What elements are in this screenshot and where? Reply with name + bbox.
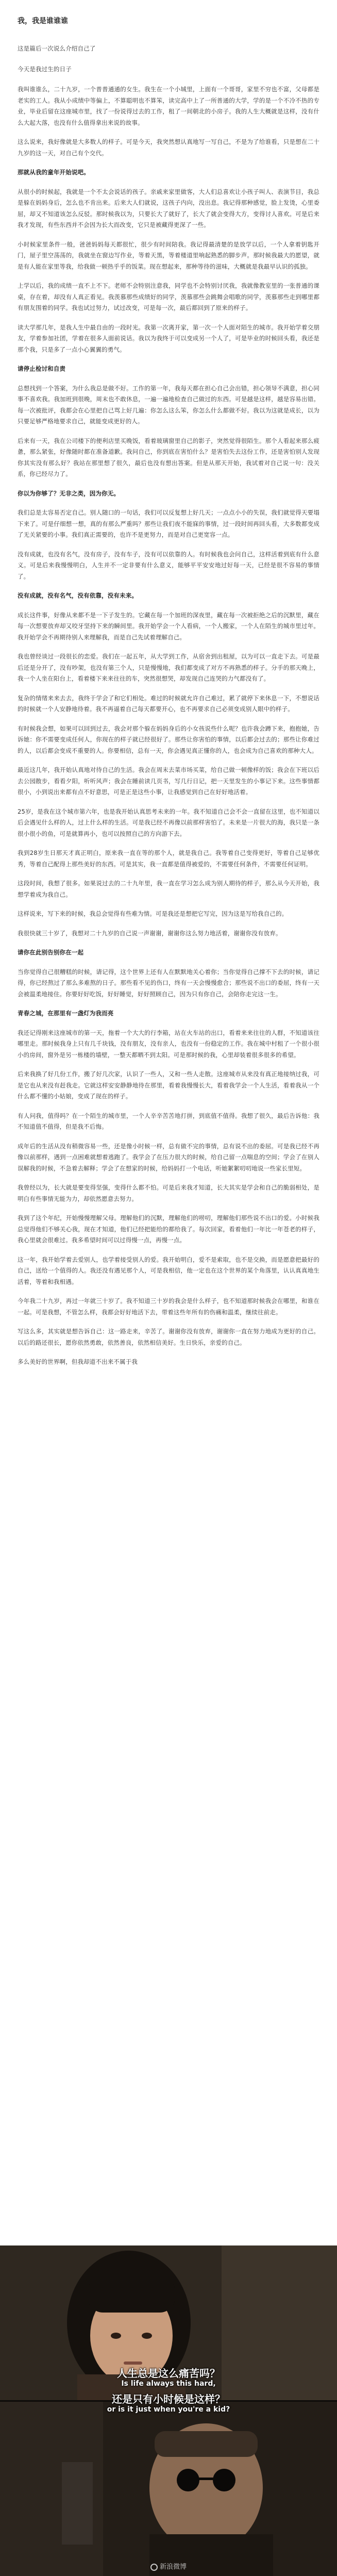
section-heading: 你以为你够了？无非之类，因为你无。 [18, 489, 120, 497]
paragraph: 有时候我会想，如果可以回到过去，我会对那个躲在妈妈身后的小女孩说些什么呢？也许我会蹲下来，抱抱她，告诉她：你不需要变成任何人，你现在的样子就已经很好了。那些让你害怕的事情，以后都会过去的；那些让你难过的人，以后都会变成不重要的人。你要相信，总有一天，你会遇见真正懂你的人，也会成为自己喜欢的那种大人。 [18, 724, 319, 754]
paragraph: 后来有一天，我在公司楼下的便利店里买晚饭，看着玻璃窗里自己的影子，突然觉得很陌生。那个人看起来那么疲惫，那么紧张，好像随时都在准备道歉。我问自己，你到底在害怕什么？是害怕失去这份工作，还是害怕别人发现你其实没有那么好？我站在那里想了很久，最后也没有想出答案。但是从那天开始，我试着对自己说一句：没关系，你已经尽力了。 [18, 437, 319, 477]
weibo-icon [150, 2564, 158, 2571]
paragraph: 我也曾经谈过一段很长的恋爱。我们在一起五年，从大学到工作，从宿舍到出租屋，以为可以一直走下去。可是最后还是分开了，没有吵架，也没有第三个人，只是慢慢地，我们都变成了对方不再熟悉的样子。分手的那天晚上，我一个人坐在阳台上，看着楼下来来往往的车，突然很想哭，却发现自己连哭的力气都没有了。 [18, 653, 319, 682]
paragraph: 今天是我过生的日子 [18, 65, 72, 73]
article-body [18, 43, 319, 1368]
paragraph: 这一年，我开始学着去爱别人，也学着接受别人的爱。我开始明白，爱不是索取，也不是交换，而是愿意把最好的自己，送给一个值得的人。我还没有遇见那个人，可是我相信，他一定也在这个世界的某个角落里，认认真真地生活着，等着和我相遇。 [18, 1256, 319, 1285]
paragraph: 我还记得刚来这座城市的第一天，拖着一个大大的行李箱，站在火车站的出口，看着来来往往的人群，不知道该往哪里走。那时候我身上只有几千块钱，没有朋友，没有亲人，也没有一份稳定的工作。我在城中村租了一个很小很小的房间，窗外是另一栋楼的墙壁，一整天都晒不到太阳。可是那时候的我，心里却装着很多很多的希望。 [18, 1029, 319, 1059]
paragraph: 小时候家里条件一般，爸爸妈妈每天都很忙，很少有时间陪我。我记得最清楚的是放学以后，一个人拿着钥匙开门，屋子里空荡荡的，我就坐在窗边写作业，等着天黑，等着楼道里响起熟悉的脚步声。那时候我最大的愿望，就是有人能在家里等我，给我做一顿热乎乎的饭菜。现在想起来，那种等待的滋味，大概就是我最早认识的孤独。 [18, 240, 319, 270]
subtitle-english-2: or is it just when you're a kid? [107, 2405, 230, 2414]
section-heading: 那就从我的童年开始说吧。 [18, 169, 90, 176]
paragraph: 我们总是太容易否定自己。别人随口的一句话，我们可以反复想上好几天；一点点小小的失误，我们就觉得天要塌下来了。可是仔细想一想，真的有那么严重吗？那些让我们夜不能寐的事情，过一段时间再回头看，大多数都变成了无关紧要的小事。我们真正需要的，也许不是更努力，而是对自己更宽容一点。 [18, 509, 319, 538]
paragraph: 我很快就三十岁了，我想对二十九岁的自己说一声谢谢，谢谢你这么努力地活着，谢谢你没有放弃。 [18, 929, 282, 937]
paragraph: 有人问我，值得吗？在一个陌生的城市里，一个人辛辛苦苦地打拼，到底值不值得。我想了很久，最后告诉他：我不知道值不值得，但是我不后悔。 [18, 1112, 319, 1130]
paragraph: 我到28岁生日那天才真正明白，原来我一直在等的那个人，就是我自己。我等着自己变得更好，等着自己足够优秀，等着自己配得上那些美好的东西。可是其实，我一直都是值得被爱的，不需要任何条件，不需要任何证明。 [18, 849, 319, 868]
paragraph: 这么说来，我好像就是大多数人的样子。可是今天，我突然想认真地写一写自己，不是为了给谁看，只是想在二十九岁的这一天，对自己有个交代。 [18, 138, 319, 157]
paragraph: 复杂的情绪来来去去，我终于学会了和它们相处。难过的时候就允许自己难过，累了就停下来休息一下，不想说话的时候就一个人安静地待着。我不再逼着自己每天都要开心，也不再要求自己必须变成别人眼中的样子。 [18, 694, 319, 713]
paragraph: 25岁，是我在这个城市第六年，也是我开始认真思考未来的一年。我不知道自己会不会一直留在这里，也不知道以后会遇见什么样的人，过上什么样的生活。可是我已经不再像以前那样害怕了。未来是一片很大的海，我只是一条很小很小的鱼，可是就算再小，也可以按照自己的方向游下去。 [18, 807, 319, 837]
paragraph: 我叫谁谁么，二十九岁，一个普普通通的女生。我生在一个小城里，上面有一个哥哥，家里不穷也不富，父母都是老实的工人。我从小成绩中等偏上，不算聪明也不算笨，读完高中上了一所普通的大学，学的是一个不冷不热的专业，毕业后留在这座城市里，找了一份说得过去的工作，租了一间朝北的小房子。我的人生大概就是这样，没有什么大起大落，也没有什么值得拿出来说的故事。 [18, 86, 319, 126]
paragraph: 多么美好的世界啊，但我却道不出来不属于我 [18, 1358, 138, 1365]
paragraph: 成年后的生活从没有稍微容易一些，还是像小时候一样，总有做不完的事情，总有说不出的委屈。可是我已经不再像以前那样，遇到一点困难就想着逃跑了。我学会了在压力很大的时候，给自己留一点喘息的空间；学会了在别人误解我的时候，不急着去解释；学会了在想家的时候，给妈妈打一个电话，听她絮絮叨叨地说一些家长里短。 [18, 1142, 319, 1172]
paragraph: 这是篇后一次说么介绍自己了 [18, 45, 96, 52]
subtitle-chinese-2: 还是只有小时候是这样？ [112, 2393, 225, 2405]
section-heading: 请停止检讨和自责 [18, 365, 66, 372]
section-heading: 青春之城，在那里有一盏灯为我而亮 [18, 1010, 114, 1017]
watermark [0, 2561, 337, 2571]
section-heading: 请你在此别告别你在一起 [18, 949, 84, 956]
paragraph: 后来我换了好几份工作，搬了好几次家，认识了一些人，又和一些人走散。这座城市从来没有真正地接纳过我，可是它也从来没有赶我走。它就这样安安静静地待在那里，看着我慢慢长大，看着我学会一个人生活，看着我从一个什么都不懂的小姑娘，变成了现在的样子。 [18, 1070, 319, 1100]
article-title: 我，我是谁谁谁 [18, 17, 68, 25]
section-heading: 没有成就，没有名气，没有依靠，没有未来。 [18, 592, 138, 599]
subtitle-english-1: Is life always this hard, [121, 2380, 216, 2388]
paragraph: 我曾经以为，长大就是要变得坚强，变得什么都不怕。可是后来我才知道，长大其实是学会和自己的脆弱相处，是明白有些事情无能为力，却依然愿意去努力。 [18, 1184, 319, 1202]
paragraph: 今年我二十九岁，再过一年就三十岁了。我不知道三十岁的我会是什么样子，也不知道那时候我会在哪里，和谁在一起。可是我想，不管怎么样，我都会好好地活下去，带着这些年所有的伤痛和温柔，继续往前走。 [18, 1297, 319, 1316]
paragraph: 没有成就，也没有名气，没有房子，没有车子，没有可以依靠的人。有时候我也会问自己，这样活着到底有什么意义。可是后来我慢慢明白，人生并不一定非要有什么意义，能够平平安安地过好每一天，已经是很不容易的事情了。 [18, 550, 319, 580]
movie-still [0, 2245, 337, 2576]
paragraph: 从很小的时候起，我就是一个不太会说话的孩子。亲戚来家里做客，大人们总喜欢让小孩子叫人、表演节目，我总是躲在妈妈身后，怎么也不肯出来。后来大人们就说，这孩子内向，没出息。我记得那种感觉，脸上发烫，心里委屈，却又不知道该怎么反驳。那时候我以为，只要长大了就好了，长大了就会变得大方，变得讨人喜欢。可是后来我才发现，有些东西并不会因为长大而改变，它只是被藏得更深了一些。 [18, 188, 319, 228]
watermark-text: 新浪微博 [159, 2563, 187, 2571]
paragraph: 这样说来，写下来的时候，我总会觉得有些难为情。可是我还是想把它写完，因为这是写给我自己的。 [18, 910, 288, 917]
paragraph: 总想找到一个答案，为什么我总是做不好。工作的第一年，我每天都在担心自己会出错，担心领导不满意，担心同事不喜欢我。我加班到很晚，周末也不敢休息，一遍一遍地检查自己做过的东西。可是越是这样，越是容易出错。每一次被批评，我都会在心里把自己骂上好几遍：你怎么这么笨，你怎么什么都做不好。我以为这就是成长，以为只要足够严格地要求自己，就能变成更好的人。 [18, 384, 319, 425]
paragraph: 这段时间，我想了很多。如果说过去的二十九年里，我一直在学习怎么成为别人期待的样子，那么从今天开始，我想学着成为我自己。 [18, 880, 319, 898]
paragraph: 上学以后，我的成绩一直不上不下。老师不会特别注意我，同学也不会特别讨厌我，我就像教室里的一张普通的课桌，存在着，却没有人真正看见。我羡慕那些成绩好的同学，羡慕那些会跳舞会唱歌的同学，羡慕那些走到哪里都有朋友围着的同学。我也试过努力，试过改变，可是每一次，最后都回到了原来的样子。 [18, 282, 319, 311]
paragraph: 最近这几年，我开始认真地对待自己的生活。我会在周末去菜市场买菜，给自己做一顿像样的饭；我会在下班以后去公园散步，看看夕阳，听听风声；我会在睡前读几页书，写几行日记，把一天里发生的小事记下来。这些事情都很小，小到说出来都有点不好意思，可是正是这些小事，让我感觉到自己在好好地活着。 [18, 766, 319, 796]
paragraph: 成长这件事，好像从来都不是一下子发生的。它藏在每一个加班的深夜里，藏在每一次被拒绝之后的沉默里，藏在每一次想要放弃却又咬牙坚持下来的瞬间里。我开始学会一个人看病，一个人搬家，一个人在陌生的城市里过年。我开始学会不再期待别人来理解我，而是自己先试着理解自己。 [18, 611, 319, 641]
paragraph: 我到了这个年纪，开始慢慢理解父母。理解他们的沉默，理解他们的唠叨，理解他们那些说不出口的爱。小时候我总觉得他们不够关心我，现在才知道，他们已经把能给的都给我了。每次回家，看着他们一年比一年苍老的样子，我心里就会很难过。我多希望时间可以过得慢一点，再慢一点。 [18, 1214, 319, 1244]
paragraph: 当你觉得自己很糟糕的时候，请记得，这个世界上还有人在默默地关心着你；当你觉得自己撑不下去的时候，请记得，你已经熬过了那么多难熬的日子。那些看不见的伤口，终有一天会慢慢愈合；那些说不出口的委屈，终有一天会被温柔地接住。你要好好吃饭，好好睡觉，好好照顾自己，因为只有你自己，会陪你走完这一生。 [18, 968, 319, 998]
paragraph: 写这么多，其实就是想告诉自己：这一路走来，辛苦了。谢谢你没有放弃，谢谢你一直在努力地成为更好的自己。以后的路还很长，愿你依然勇敢，依然善良，依然相信美好。生日快乐，亲爱的自己。 [18, 1328, 319, 1346]
subtitle-chinese-1: 人生总是这么痛苦吗？ [117, 2367, 220, 2380]
paragraph: 读大学那几年，是我人生中最自由的一段时光。我第一次离开家，第一次一个人面对陌生的城市。我开始学着交朋友，学着参加社团，学着在很多人面前说话。我以为我终于可以变成另一个人了，可是毕业的时候回头看，我还是那个我，只是多了一点小心翼翼的勇气。 [18, 323, 319, 353]
